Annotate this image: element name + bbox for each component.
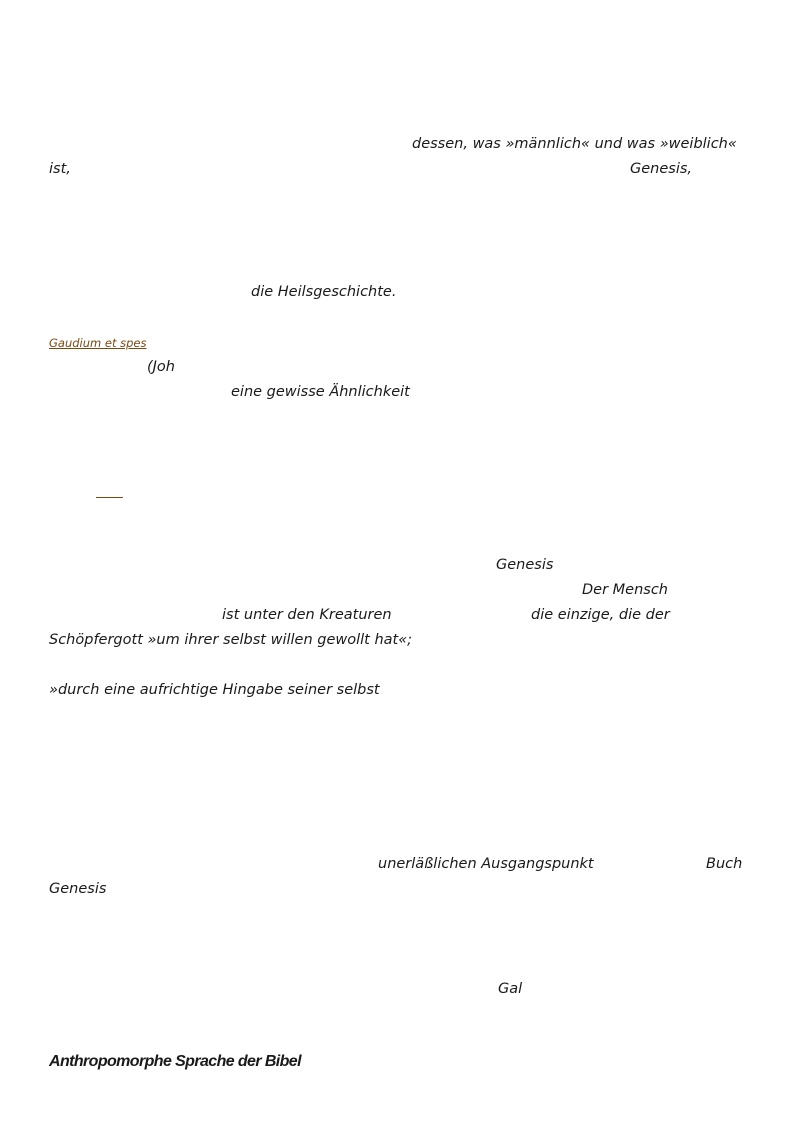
text-fragment: Schöpfergott »um ihrer selbst willen gewollt hat«;	[49, 632, 413, 648]
text-fragment: »durch eine aufrichtige Hingabe seiner selbst	[49, 682, 380, 698]
text-fragment: die einzige, die der	[531, 607, 670, 623]
text-fragment: Buch	[706, 856, 743, 872]
footnote-link[interactable]	[96, 497, 123, 498]
text-fragment: Genesis	[496, 557, 554, 573]
section-heading: Anthropomorphe Sprache der Bibel	[49, 1053, 301, 1070]
text-fragment: ist unter den Kreaturen	[222, 607, 392, 623]
text-fragment: dessen, was »männlich« und was »weiblich«	[412, 136, 737, 152]
text-fragment: Genesis	[49, 881, 107, 897]
text-fragment: Der Mensch	[582, 582, 668, 598]
text-fragment: ist,	[49, 161, 71, 177]
text-fragment: eine gewisse Ähnlichkeit	[231, 384, 410, 400]
text-fragment: unerläßlichen Ausgangspunkt	[378, 856, 594, 872]
gaudium-et-spes-link[interactable]: Gaudium et spes	[49, 336, 147, 350]
text-fragment: Gal	[498, 981, 523, 997]
text-fragment: Genesis,	[630, 161, 693, 177]
text-fragment: die Heilsgeschichte.	[251, 284, 397, 300]
text-fragment: (Joh	[147, 359, 175, 375]
